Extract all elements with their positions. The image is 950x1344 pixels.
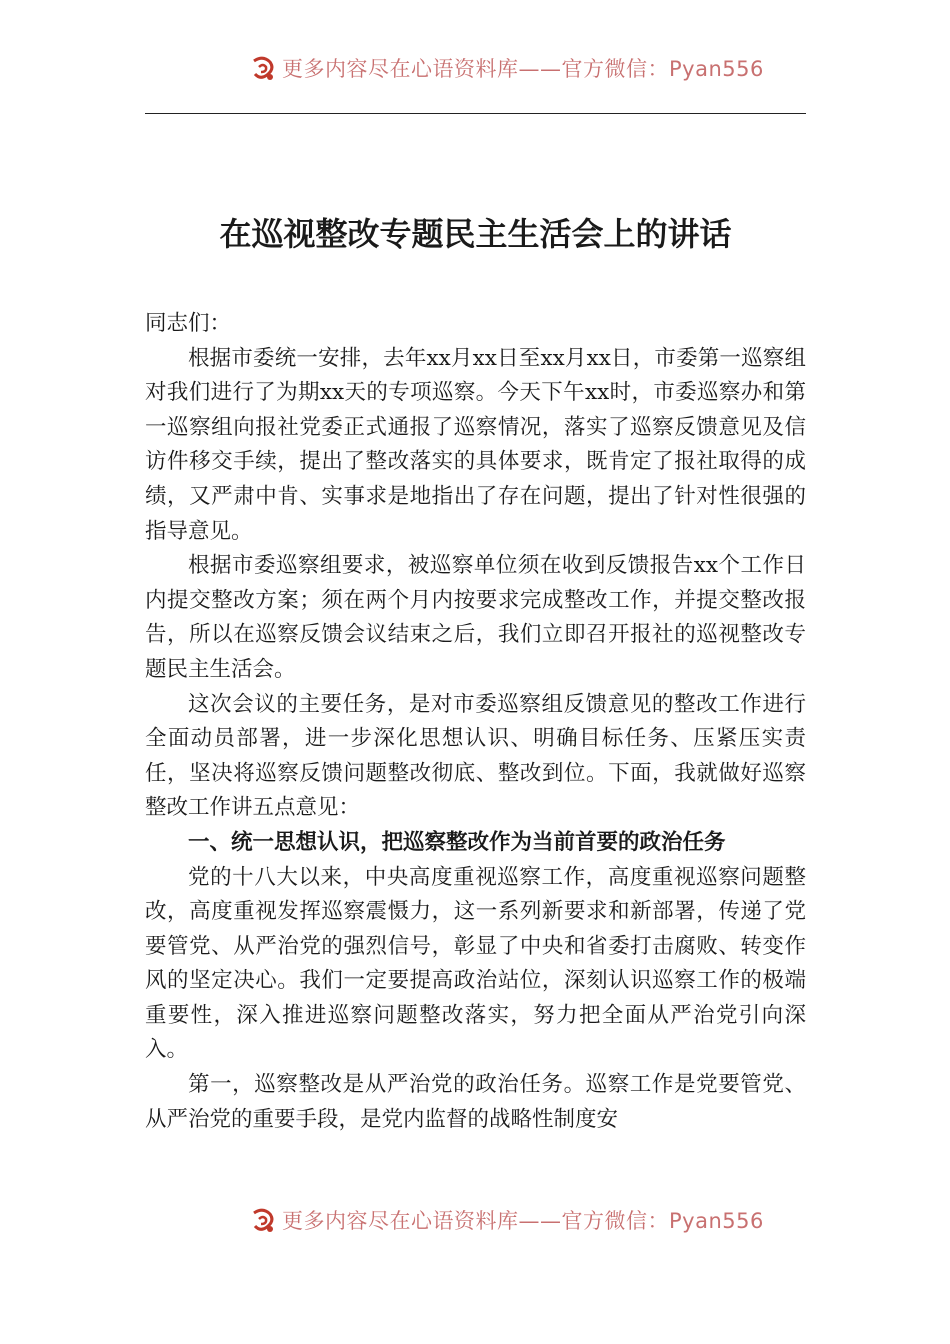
- paragraph: 根据市委巡察组要求，被巡察单位须在收到反馈报告xx个工作日内提交整改方案；须在两个月内按要求完成整改工作，并提交整改报告，所以在巡察反馈会议结束之后，我们立即召开报社的巡视整改专题民主生活会。: [145, 553, 806, 682]
- paragraph: 根据市委统一安排，去年xx月xx日至xx月xx日，市委第一巡察组对我们进行了为期xx天的专项巡察。今天下午xx时，市委巡察办和第一巡察组向报社党委正式通报了巡察情况，落实了巡察反馈意见及信访件移交手续，提出了整改落实的具体要求，既肯定了报社取得的成绩，又严肃中肯、实事求是地指出了存在问题，提出了针对性很强的指导意见。: [145, 345, 806, 544]
- document-title: 在巡视整改专题民主生活会上的讲话: [219, 215, 732, 253]
- paragraph: 党的十八大以来，中央高度重视巡察工作，高度重视巡察问题整改，高度重视发挥巡察震慑力，这一系列新要求和新部署，传递了党要管党、从严治党的强烈信号，彰显了中央和省委打击腐败、转变作风的坚定决心。我们一定要提高政治站位，深刻认识巡察工作的极端重要性，深入推进巡察问题整改落实，努力把全面从严治党引向深入。: [145, 864, 806, 1063]
- watermark-text: 更多内容尽在心语资料库——官方微信：Pyan556: [282, 57, 764, 81]
- red-swirl-logo-icon: [248, 1205, 278, 1235]
- header-divider: [145, 113, 806, 114]
- header-watermark: [248, 52, 768, 84]
- document-body: [145, 307, 806, 1137]
- watermark-text: 更多内容尽在心语资料库——官方微信：Pyan556: [282, 1209, 764, 1233]
- section-heading: 一、统一思想认识，把巡察整改作为当前首要的政治任务: [188, 829, 726, 855]
- paragraph: 第一，巡察整改是从严治党的政治任务。巡察工作是党要管党、从严治党的重要手段，是党内监督的战略性制度安: [145, 1072, 806, 1132]
- red-swirl-logo-icon: [248, 53, 278, 83]
- salutation: 同志们：: [145, 311, 232, 336]
- paragraph: 这次会议的主要任务，是对市委巡察组反馈意见的整改工作进行全面动员部署，进一步深化思想认识、明确目标任务、压紧压实责任，坚决将巡察反馈问题整改彻底、整改到位。下面，我就做好巡察整改工作讲五点意见：: [145, 691, 806, 821]
- footer-watermark: [248, 1204, 768, 1236]
